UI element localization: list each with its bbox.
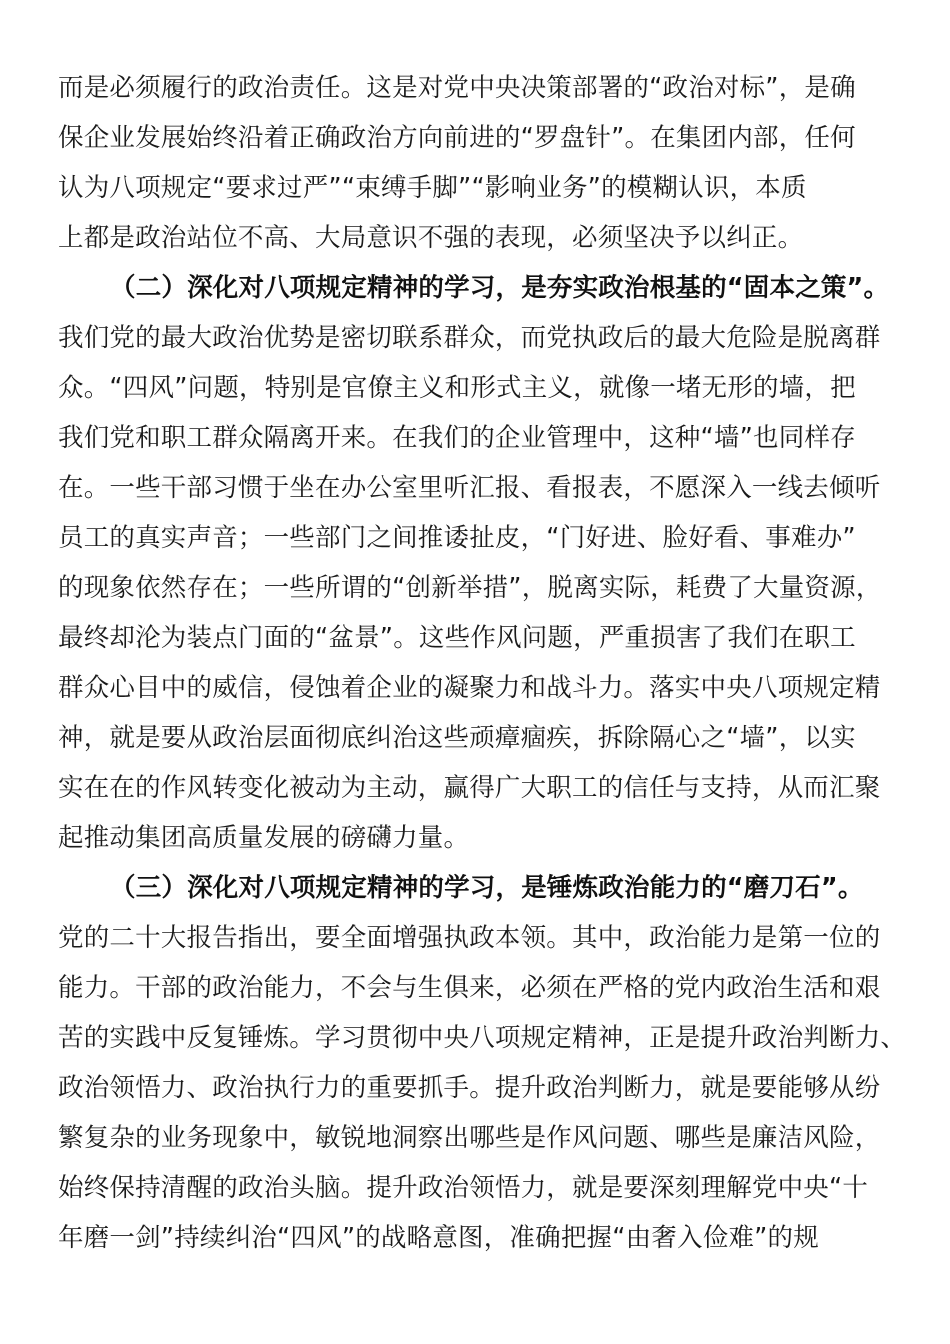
section-heading: （三）深化对八项规定精神的学习，是锤炼政治能力的“磨刀石”。 <box>110 873 864 903</box>
text-line: 上都是政治站位不高、大局意识不强的表现，必须坚决予以纠正。 <box>58 223 804 253</box>
text-line: 始终保持清醒的政治头脑。提升政治领悟力，就是要深刻理解党中央“十 <box>58 1173 869 1203</box>
text-line: 保企业发展始终沿着正确政治方向前进的“罗盘针”。在集团内部，任何 <box>58 123 856 153</box>
text-line: 最终却沦为装点门面的“盆景”。这些作风问题，严重损害了我们在职工 <box>58 623 856 653</box>
text-line: 起推动集团高质量发展的磅礴力量。 <box>58 823 470 853</box>
text-line: 苦的实践中反复锤炼。学习贯彻中央八项规定精神，正是提升政治判断力、 <box>58 1023 907 1053</box>
text-line: 党的二十大报告指出，要全面增强执政本领。其中，政治能力是第一位的 <box>58 923 881 953</box>
text-line: 群众心目中的威信，侵蚀着企业的凝聚力和战斗力。落实中央八项规定精 <box>58 673 881 703</box>
text-line: 繁复杂的业务现象中，敏锐地洞察出哪些是作风问题、哪些是廉洁风险， <box>58 1123 881 1153</box>
section-heading: （二）深化对八项规定精神的学习，是夯实政治根基的“固本之策”。 <box>110 273 890 303</box>
text-line: 政治领悟力、政治执行力的重要抓手。提升政治判断力，就是要能够从纷 <box>58 1073 881 1103</box>
text-line: 认为八项规定“要求过严”“束缚手脚”“影响业务”的模糊认识，本质 <box>58 173 807 203</box>
text-line: 实在在的作风转变化被动为主动，赢得广大职工的信任与支持，从而汇聚 <box>58 773 881 803</box>
text-line: 我们党的最大政治优势是密切联系群众，而党执政后的最大危险是脱离群 <box>58 323 881 353</box>
text-line: 在。一些干部习惯于坐在办公室里听汇报、看报表，不愿深入一线去倾听 <box>58 473 881 503</box>
text-line: 神，就是要从政治层面彻底纠治这些顽瘴痼疾，拆除隔心之“墙”，以实 <box>58 723 856 753</box>
text-line: 能力。干部的政治能力，不会与生俱来，必须在严格的党内政治生活和艰 <box>58 973 881 1003</box>
text-line: 众。“四风”问题，特别是官僚主义和形式主义，就像一堵无形的墙，把 <box>58 373 856 403</box>
text-line: 而是必须履行的政治责任。这是对党中央决策部署的“政治对标”，是确 <box>58 73 856 103</box>
text-line: 我们党和职工群众隔离开来。在我们的企业管理中，这种“墙”也同样存 <box>58 423 856 453</box>
text-line: 年磨一剑”持续纠治“四风”的战略意图，准确把握“由奢入俭难”的规 <box>58 1223 819 1253</box>
text-line: 员工的真实声音；一些部门之间推诿扯皮，“门好进、脸好看、事难办” <box>58 523 856 553</box>
text-line: 的现象依然存在；一些所谓的“创新举措”，脱离实际，耗费了大量资源， <box>58 573 882 603</box>
